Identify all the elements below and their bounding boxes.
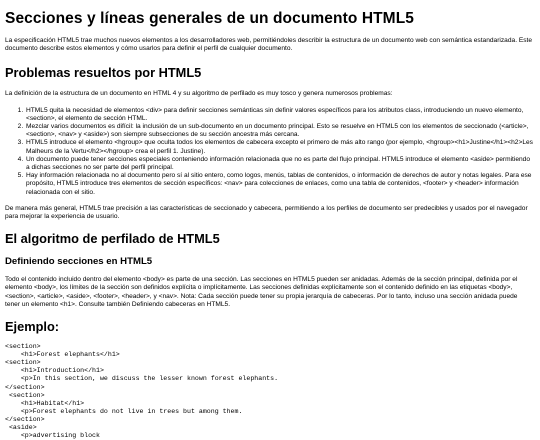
page-title: Secciones y líneas generales de un documento HTML5 [5, 10, 414, 27]
problems-heading: Problemas resueltos por HTML5 [5, 65, 202, 81]
problems-list [5, 107, 534, 197]
problem-item-2: 2. Mezclar varios documentos es difícil: la inclusión de un sub-documento en un documento principal. Esto se resuelve en HTML5 con los elementos de seccionado (<article>, <section>, <nav> y <aside>) son siempre subsecciones de su sección ancestra más cercana. [25, 123, 534, 139]
example-heading: Ejemplo: [5, 319, 60, 335]
problem-item-1: 1. HTML5 quita la necesidad de elementos <div> para definir secciones semánticas sin definir valores específicos para los atributos class, introduciendo un nuevo elemento, <section>, el elemento de sección HTML. [25, 107, 534, 123]
problems-summary: De manera más general, HTML5 trae precisión a las características de seccionado y cabecera, permitiendo a los perfiles de documento ser predecibles y usados por el navegador para mejorar la experiencia de usuario. [5, 204, 528, 221]
problem-item-3: 3. HTML5 introduce el elemento <hgroup> que oculta todos los elementos de cabecera excepto el primero de más alto rango (por ejemplo, <hgroup><h1>Justine</h1><h2>Les Malheurs de la Vertu</h2></hgroup> crea el perfil 1. Justine). [25, 139, 534, 155]
problem-item-5: 5. Hay información relacionada no al documento pero sí al sitio entero, como logos, menús, tablas de contenidos, o información de derechos de autor y notas legales. Para ese propósito, HTML5 introduce tres elementos de sección específicos: <nav> para colecciones de enlaces, como una tabla de contenidos, <footer> y <header> información relacionada con el sitio. [25, 172, 534, 197]
intro-paragraph: La especificación HTML5 trae muchos nuevos elementos a los desarrolladores web, permitiéndoles describir la estructura de un documento web con semántica estandarizada. Este documento describe estos elementos y cómo usarlos para definir el perfil de cualquier documento. [5, 37, 533, 53]
problem-item-4: 4. Un documento puede tener secciones especiales conteniendo información relacionada que no es parte del flujo principal. HTML5 introduce el elemento <aside> permitiendo a dichas secciones no ser parte del perfil principal. [25, 156, 534, 172]
algorithm-heading: El algoritmo de perfilado de HTML5 [5, 231, 220, 247]
algorithm-subheading: Definiendo secciones en HTML5 [5, 256, 153, 268]
problems-lead: La definición de la estructura de un documento en HTML 4 y su algoritmo de perfilado es muy tosco y genera numerosos problemas: [5, 90, 393, 98]
algorithm-body: Todo el contenido incluido dentro del elemento <body> es parte de una sección. Las secciones en HTML5 pueden ser anidadas. Además de la sección principal, definida por el elemento <body>, los límites de la sección son definidos explícita o implícitamente. Las secciones definidas explícitamente son el contenido definido en las etiquetas <body>, <section>, <article>, <aside>, <footer>, <header>, y <nav>. Nota: Cada sección puede tener su propia jerarquía de cabeceras. Por lo tanto, incluso una sección anidada puede tener un elemento <h1>. Consulte también Definiendo cabeceras en HTML5. [5, 276, 518, 308]
example-code: <section> <h1>Forest elephants</h1> <section> <h1>Introduction</h1> <p>In this section, we discuss the lesser known forest elephants. </section> <section> <h1>Habitat</h1> <p>Forest elephants do not live in trees but among them. </section> <aside> <p>advertising block [5, 343, 279, 440]
